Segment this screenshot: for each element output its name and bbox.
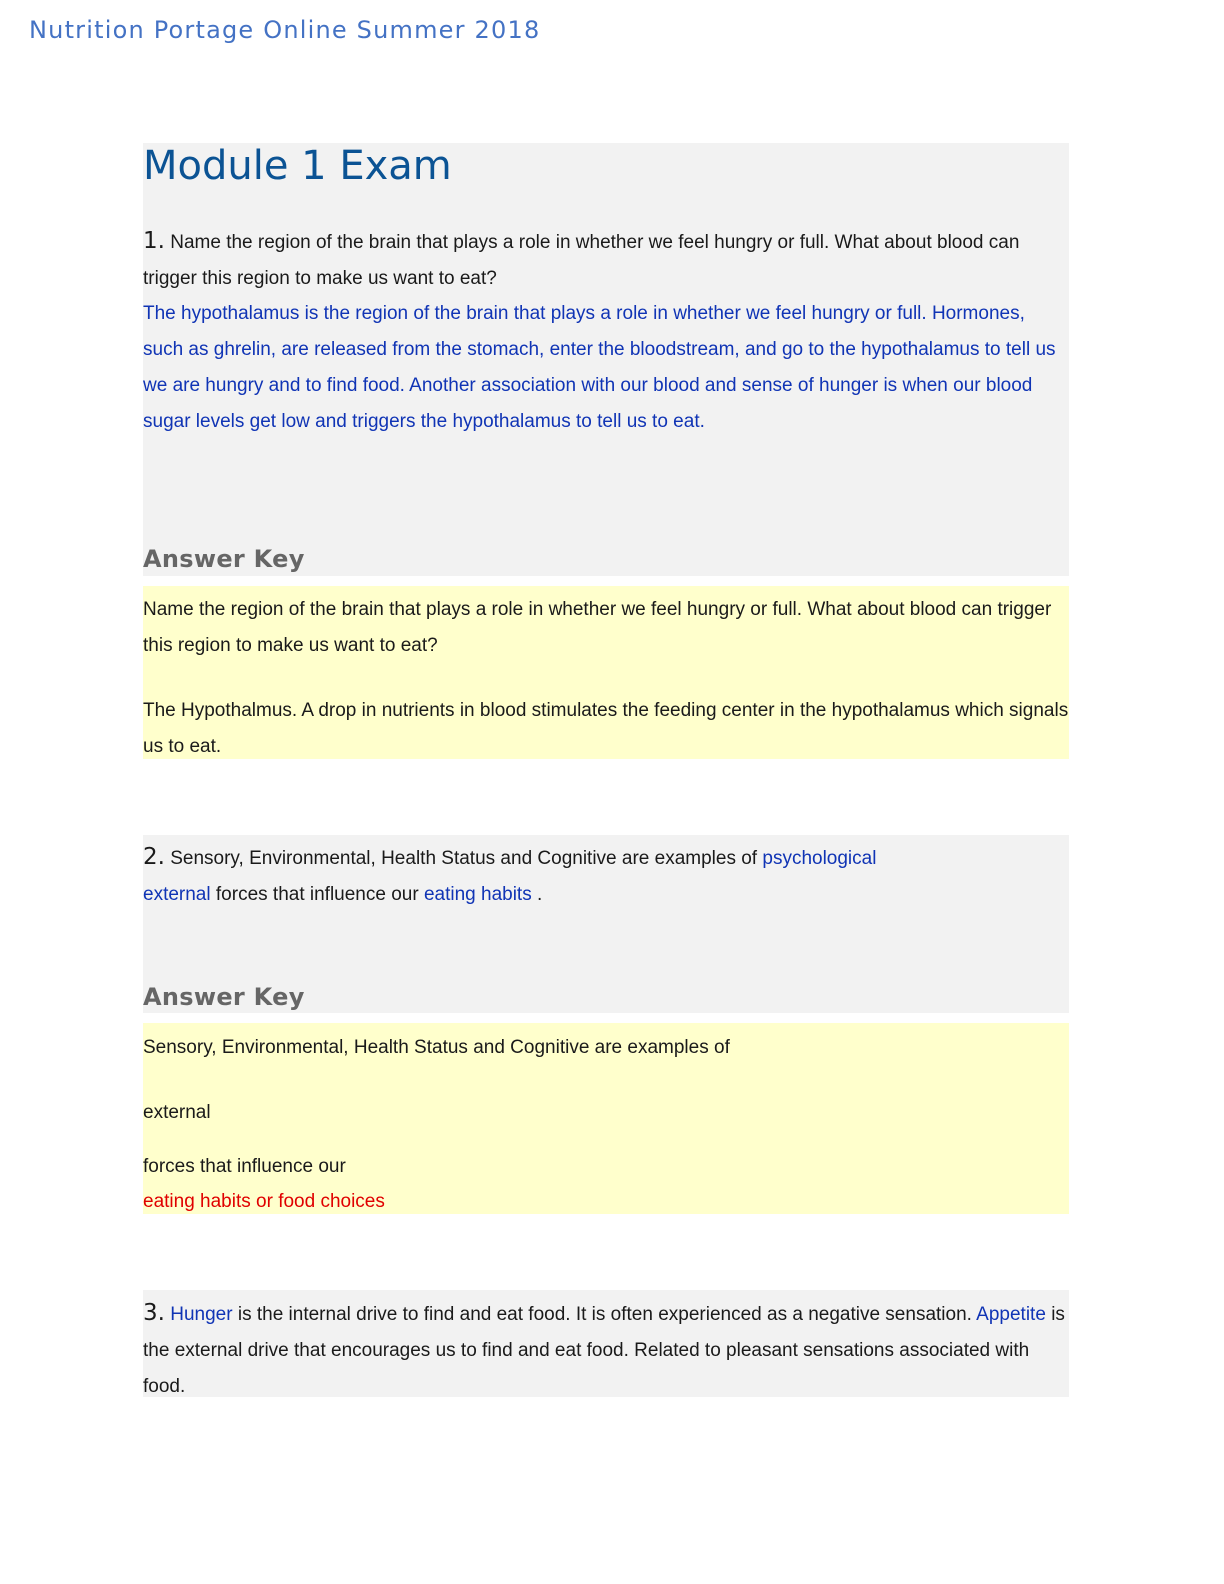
- question-3-blank1: Hunger: [170, 1304, 233, 1325]
- question-2-blank2: external: [143, 884, 211, 905]
- question-1-prompt: Name the region of the brain that plays a role in whether we feel hungry or full. What about blood can trigger this region to make us want to eat?: [143, 232, 1020, 289]
- answer-key-2-line4: eating habits or food choices: [143, 1191, 385, 1212]
- answer-key-2-line1: Sensory, Environmental, Health Status and Cognitive are examples of: [143, 1037, 730, 1058]
- question-2-part1: Sensory, Environmental, Health Status and Cognitive are examples of: [170, 848, 758, 869]
- question-2-number: 2.: [143, 844, 165, 870]
- answer-key-2-block: [143, 1023, 1069, 1214]
- question-1-answer: The hypothalamus is the region of the brain that plays a role in whether we feel hungry or full. Hormones, such as ghrelin, are released from the stomach, enter the bloodstream, and go to the hypothalamus to tell us we are hungry and to find food. Another association with our blood and sense of hunger is when our blood sugar levels get low and triggers the hypothalamus to tell us to eat.: [143, 303, 1056, 432]
- question-1-number: 1.: [143, 228, 165, 254]
- answer-key-1-answer: The Hypothalmus. A drop in nutrients in blood stimulates the feeding center in the hypothalamus which signals us to eat.: [143, 700, 1069, 757]
- answer-key-1-question: Name the region of the brain that plays a role in whether we feel hungry or full. What about blood can trigger this region to make us want to eat?: [143, 599, 1052, 656]
- question-2-part2: forces that influence our: [215, 884, 419, 905]
- answer-key-2-line2: external: [143, 1102, 211, 1123]
- question-2-blank3: eating habits: [423, 884, 532, 905]
- exam-title: Module 1 Exam: [143, 143, 452, 189]
- answer-key-heading-2: Answer Key: [143, 983, 305, 1011]
- question-3-block: [143, 1290, 1069, 1397]
- question-1-block: [143, 143, 1069, 576]
- question-3-text1: is the internal drive to find and eat food. It is often experienced as a negative sensation.: [237, 1304, 972, 1325]
- document-header: Nutrition Portage Online Summer 2018: [29, 16, 541, 44]
- question-1-text: [143, 223, 1069, 297]
- answer-key-2-line3: forces that influence our: [143, 1156, 346, 1177]
- question-2-block: [143, 835, 1069, 1013]
- question-3-text: [143, 1295, 1069, 1405]
- question-2-end: .: [537, 884, 543, 905]
- question-3-blank2: Appetite: [976, 1304, 1046, 1325]
- question-2-blank1: psychological: [762, 848, 877, 869]
- question-2-text: [143, 839, 1069, 913]
- question-3-number: 3.: [143, 1300, 165, 1326]
- answer-key-1-block: [143, 586, 1069, 759]
- question-3-text2: is the external drive that encourages us to find and eat food. Related to pleasant sensations associated with food.: [143, 1304, 1065, 1397]
- answer-key-heading-1: Answer Key: [143, 545, 305, 573]
